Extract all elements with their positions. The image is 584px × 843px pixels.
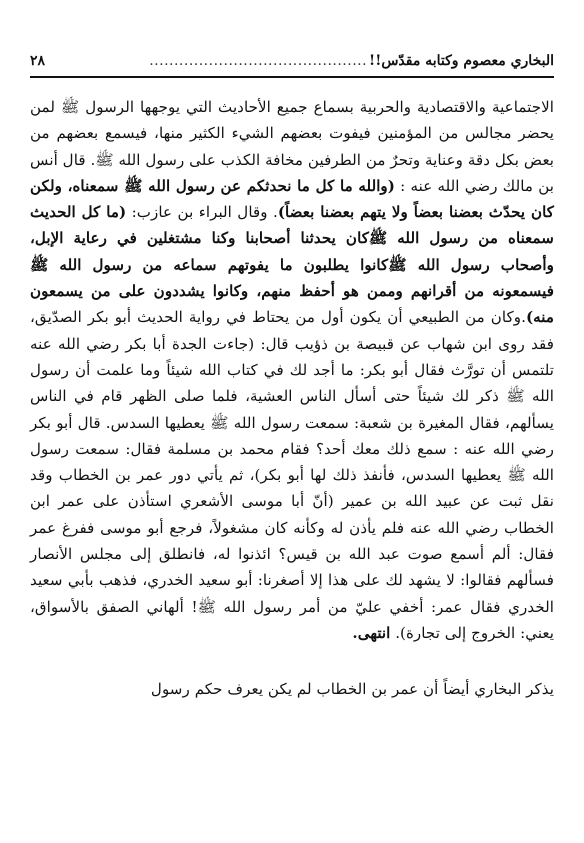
paragraph: [30, 94, 554, 646]
header-title: البخاري معصوم وكتابه مقدّس!!: [369, 53, 554, 69]
page-number: ٢٨: [30, 53, 46, 69]
running-header: [30, 50, 554, 72]
text-span: الاجتماعية والاقتصادية والحربية بسماع جميع الأحاديث التي يوجهها الرسول ﷺ لمن يحضر مجالس من المؤمنين فيفوت بعضهم الشيء الكثير منها، فيسمع بعضهم من بعض بكل دقة وعناية وتحرٌ من الطرفين مخافة الكذب على رسول الله ﷺ. قال أنس بن مالك رضي الله عنه :: [30, 98, 554, 195]
page-body: [30, 94, 554, 813]
header-rule: [30, 76, 554, 78]
quote-baraa: (ما كل الحديث سمعناه من رسول الله ﷺكان يحدثنا أصحابنا وكنا مشتغلين في رعاية الإبل، وأصحاب رسول الله ﷺكانوا يطلبون ما يفوتهم سماعه من رسول الله ﷺ فيسمعونه من أقرانهم وممن هو أحفظ منهم، وكانوا يشددون على من يسمعون منه): [30, 203, 554, 327]
quote-anas: (والله ما كل ما نحدثكم عن رسول الله ﷺ سمعناه، ولكن كان يحدّث بعضنا بعضاً ولا يتهم بعضنا بعضاً): [30, 176, 554, 222]
end-marker: انتهى.: [352, 623, 391, 642]
header-leader-dots: ............................................: [149, 53, 368, 69]
text-span: .وكان من الطبيعي أن يكون أول من يحتاط في رواية الحديث أبو بكر الصدّيق، فقد روى ابن شهاب عن قبيصة بن ذؤيب قال: (جاءت الجدة أبا بكر رضي الله عنه تلتمس أن تورَّث فقال أبو بكر: ما أجد لك في كتاب الله شيئاً وما علمت أن رسول الله ﷺ ذكر لك شيئاً حتى أسأل الناس العشية، فلما صلى الظهر قام في الناس يسألهم، فقال المغيرة بن شعبة: سمعت رسول الله ﷺ يعطيها السدس. قال أبو بكر رضي الله عنه : سمع ذلك معك أحد؟ فقام محمد بن مسلمة فقال: سمعت رسول الله ﷺ يعطيها السدس، فأنفذ ذلك لها أبو بكر)، ثم يأتي دور عمر بن الخطاب وقد نقل ثبت عن عبيد الله بن عمير (أنّ أبا موسى الأشعري استأذن على عمر ابن الخطاب رضي الله عنه فلم يأذن له وكأنه كان مشغولاً، فرجع أبو موسى ففرغ عمر فقال: ألم أسمع صوت عبد الله بن قيس؟ ائذنوا له، فانطلق إلى مجلس الأنصار فسألهم فقالوا: لا يشهد لك على هذا إلا أصغرنا: أبو سعيد الخدري، فذهب بأبي سعيد الخدري فقال عمر: أخفي عليّ من أمر رسول الله ﷺ! ألهاني الصفق بالأسواق، يعني: الخروج إلى تجارة).: [30, 308, 554, 642]
paragraph: يذكر البخاري أيضاً أن عمر بن الخطاب لم يكن يعرف حكم رسول: [150, 680, 554, 699]
text-span: . وقال البراء بن عازب:: [126, 203, 278, 222]
